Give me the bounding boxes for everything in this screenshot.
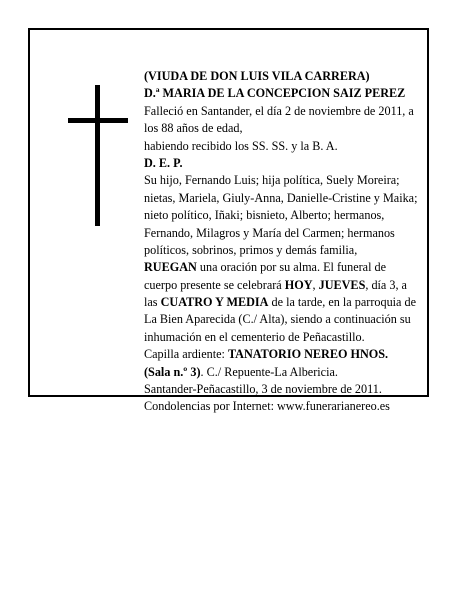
chapel-line-2 (144, 364, 454, 381)
deceased-name: D.ª MARIA DE LA CONCEPCION SAIZ PEREZ (144, 86, 406, 101)
funeral-sep: , (312, 277, 319, 292)
funeral-line-4: inhumación en el cementerio de Peñacastillo. (144, 329, 365, 344)
sacraments-line: habiendo recibido los SS. SS. y la B. A. (144, 138, 338, 153)
funeral-day: JUEVES (318, 277, 366, 292)
family-line-1: Su hijo, Fernando Luis; hija política, Suely Moreira; (144, 173, 400, 188)
funeral-line-3: La Bien Aparecida (C./ Alta), siendo a continuación su (144, 312, 411, 327)
family-line-4: Fernando, Milagros y María del Carmen; hermanos (144, 225, 395, 240)
funeral-line-2 (144, 294, 454, 311)
funeral-text-c: las (144, 295, 161, 310)
rip-line: D. E. P. (144, 155, 183, 170)
place-date-line: Santander-Peñacastillo, 3 de noviembre de 2011. (144, 382, 382, 397)
cross-icon-arm (68, 118, 128, 123)
obituary-notice (28, 28, 429, 414)
request-rest: una oración por su alma. El funeral de (196, 260, 387, 275)
obituary-text (144, 68, 454, 416)
condolences-line: Condolencias por Internet: www.funerarianereo.es (144, 399, 390, 414)
family-line-2: nietas, Mariela, Giuly-Anna, Danielle-Cristine y Maika; (144, 190, 418, 205)
funeral-text-d: de la tarde, en la parroquia de (268, 295, 417, 310)
widow-of-line: (VIUDA DE DON LUIS VILA CARRERA) (144, 69, 370, 83)
funeral-line-1 (144, 277, 454, 294)
funeral-text-b: , día 3, a (365, 277, 407, 292)
funeral-text-a: cuerpo presente se celebrará (144, 277, 285, 292)
funeral-today: HOY (284, 277, 313, 292)
chapel-address: . C./ Repuente-La Albericia. (200, 364, 338, 379)
request-bold: RUEGAN (144, 260, 197, 275)
chapel-label: Capilla ardiente: (144, 347, 228, 362)
chapel-room: (Sala n.º 3) (144, 364, 201, 379)
death-line-2: los 88 años de edad, (144, 121, 243, 136)
family-line-3: nieto político, Iñaki; bisnieto, Alberto; hermanos, (144, 208, 385, 223)
funeral-time: CUATRO Y MEDIA (160, 295, 269, 310)
family-line-5: políticos, sobrinos, primos y demás familia, (144, 242, 358, 257)
request-line (144, 259, 454, 276)
death-line-1: Falleció en Santander, el día 2 de noviembre de 2011, a (144, 103, 414, 118)
cross-icon (95, 85, 100, 226)
chapel-name: TANATORIO NEREO HNOS. (227, 347, 389, 362)
chapel-line-1 (144, 346, 454, 363)
